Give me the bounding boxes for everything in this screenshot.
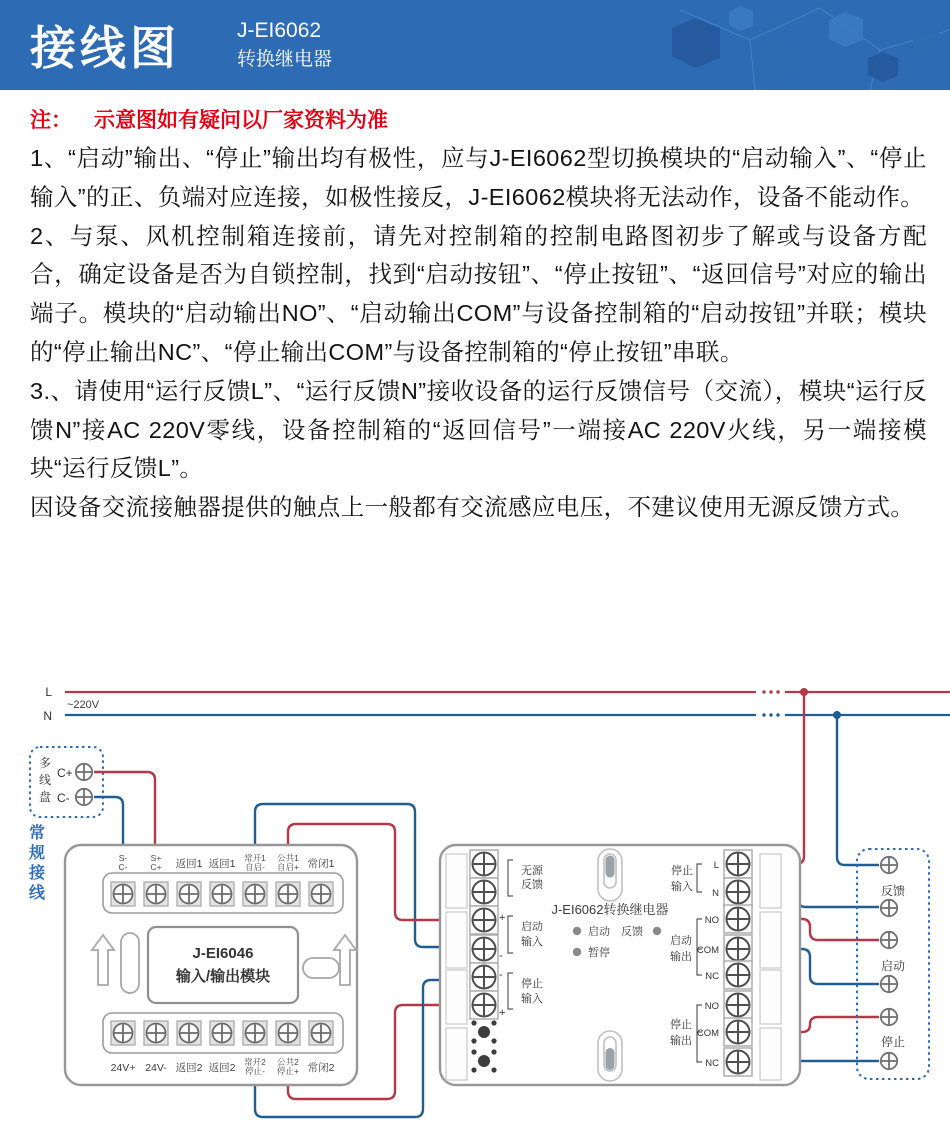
terminal-label: 返回2	[175, 1062, 203, 1074]
screw-terminal	[470, 963, 498, 991]
terminal-label: 自启-	[245, 862, 265, 872]
left-module-model: J-EI6046	[192, 945, 254, 962]
polarity-sign: -	[499, 969, 503, 981]
instruction-paragraph-2: 2、与泵、风机控制箱连接前，请先对控制箱的控制电路图初步了解或与设备方配合，确定设备是否为自锁控制，找到“启动按钮”、“停止按钮”、“返回信号”对应的输出端子。模块的“启动输出NO”、“启动输出COM”与设备控制箱的“启动按钮”并联；模块的“停止输出NC”、“停止输出COM”与设备控制箱的“停止按钮”串联。	[30, 222, 927, 365]
terminal-label: 公共2	[277, 1057, 299, 1067]
feedback-terminal	[881, 857, 897, 873]
instruction-paragraph-3: 3.、请使用“运行反馈L”、“运行反馈N”接收设备的运行反馈信号（交流），模块“运行反馈N”接AC 220V零线，设备控制箱的“返回信号”一端接AC 220V火线，另一端接模块“运行反馈L”。	[30, 377, 927, 482]
multi-line-panel-box	[30, 747, 103, 817]
led-pause	[573, 948, 581, 956]
group-label: 停止	[521, 978, 543, 990]
group-label: 输入	[521, 936, 543, 948]
screw-terminal	[724, 850, 752, 878]
screw-terminal	[470, 935, 498, 963]
terminal-label: S-	[118, 853, 128, 863]
product-model: J-EI6062	[237, 19, 322, 42]
screw-terminal	[144, 882, 168, 906]
screw-terminal	[724, 961, 752, 989]
regular-wiring-label	[28, 824, 46, 902]
terminal-label: 常闭2	[307, 1062, 335, 1074]
left-module	[65, 845, 357, 1085]
feedback-terminal	[881, 900, 897, 916]
polarity-sign: +	[499, 912, 506, 924]
screw-terminal	[144, 1021, 168, 1045]
screw-terminal	[243, 882, 267, 906]
terminal-label: 常开1	[244, 853, 266, 863]
c-minus-label: C-	[57, 791, 70, 805]
instruction-paragraph-4: 因设备交流接触器提供的触点上一般都有交流感应电压，不建议使用无源反馈方式。	[30, 494, 915, 521]
screw-terminal	[111, 1021, 135, 1045]
terminal-label: 返回2	[208, 1062, 236, 1074]
screw-terminal	[470, 878, 498, 906]
terminal-label: 返回1	[175, 858, 203, 870]
device-terminal-box	[857, 849, 929, 1079]
led-label-start: 启动	[588, 926, 610, 938]
screw-terminal	[177, 882, 201, 906]
instruction-paragraph-1: 1、“启动”输出、“停止”输出均有极性，应与J-EI6062型切换模块的“启动输入”、“停止输入”的正、负端对应连接，如极性接反，J-EI6062模块将无法动作，设备不能动作。	[30, 145, 927, 210]
panel-label-char: 线	[38, 773, 52, 787]
page-title: 接线图	[30, 22, 180, 74]
terminal-label: NC	[705, 1058, 719, 1069]
start-terminal	[881, 932, 897, 948]
c-plus-terminal	[76, 764, 92, 780]
screw-terminal	[724, 905, 752, 933]
terminal-label: C-	[118, 862, 128, 872]
screw-terminal	[724, 991, 752, 1019]
terminal-label: 24V-	[145, 1062, 167, 1074]
group-label: 启动	[521, 921, 543, 933]
wiring-diagram	[0, 677, 950, 1147]
group-label: 输出	[670, 951, 692, 963]
group-label: 停止	[671, 865, 693, 877]
voltage-label: ~220V	[67, 699, 100, 711]
mains-lines	[43, 685, 950, 723]
screw-terminal	[276, 882, 300, 906]
product-name: 转换继电器	[237, 49, 333, 70]
screw-terminal	[470, 850, 498, 878]
polarity-sign: -	[499, 950, 503, 962]
screw-terminal	[177, 1021, 201, 1045]
device-feedback-label: 反馈	[880, 884, 906, 898]
led-feedback	[653, 927, 661, 935]
group-label: 输入	[671, 881, 693, 893]
panel-label-char: 多	[38, 756, 52, 770]
screw-terminal	[470, 991, 498, 1019]
screw-terminal	[210, 882, 234, 906]
stop-terminal	[881, 1009, 897, 1025]
note-prefix: 注：	[30, 109, 72, 132]
screw-terminal	[309, 1021, 333, 1045]
terminal-label: 返回1	[208, 858, 236, 870]
header-decoration-cubes	[620, 0, 950, 90]
terminal-label: 停止-	[245, 1066, 265, 1076]
terminal-label: COM	[696, 1028, 719, 1039]
svg-text:接: 接	[28, 865, 46, 882]
group-label: 停止	[670, 1019, 692, 1031]
screw-terminal	[724, 1018, 752, 1046]
instructions	[30, 139, 927, 527]
terminal-label: L	[713, 860, 719, 871]
terminal-label: COM	[696, 945, 719, 956]
terminal-label: 常开2	[244, 1057, 266, 1067]
terminal-label: N	[712, 888, 719, 899]
terminal-label: 停止+	[277, 1066, 299, 1076]
right-module	[440, 845, 800, 1085]
start-terminal	[881, 976, 897, 992]
terminal-label: 常闭1	[307, 858, 335, 870]
device-start-label: 启动	[880, 959, 906, 973]
screw-terminal	[111, 882, 135, 906]
led-label-feedback: 反馈	[621, 926, 643, 938]
svg-text:线: 线	[28, 885, 46, 902]
screw-terminal	[724, 1048, 752, 1076]
c-minus-terminal	[76, 789, 92, 805]
screw-terminal	[724, 878, 752, 906]
led-label-pause: 暂停	[588, 947, 610, 959]
note-text: 示意图如有疑问以厂家资料为准	[94, 109, 388, 132]
terminal-label: S+	[150, 853, 162, 863]
terminal-label: 24V+	[110, 1062, 136, 1074]
terminal-label: NO	[704, 1001, 719, 1012]
group-label: 输出	[670, 1035, 692, 1047]
module-nameplate	[148, 927, 298, 1003]
screw-terminal	[309, 882, 333, 906]
svg-text:常: 常	[28, 825, 46, 842]
group-label: 启动	[670, 935, 692, 947]
group-label: 输入	[521, 993, 543, 1005]
group-label: 反馈	[521, 879, 543, 891]
svg-text:规: 规	[28, 845, 46, 862]
terminal-label: NO	[704, 915, 719, 926]
left-module-name: 输入/输出模块	[175, 968, 271, 985]
terminal-label: NC	[705, 971, 719, 982]
screw-terminal	[243, 1021, 267, 1045]
neutral-line-label: N	[43, 709, 52, 723]
polarity-sign: +	[499, 1007, 506, 1019]
screw-terminal	[210, 1021, 234, 1045]
header-banner	[0, 0, 950, 90]
screw-terminal	[470, 906, 498, 934]
stop-terminal	[881, 1053, 897, 1069]
group-label: 无源	[521, 865, 543, 877]
screw-terminal	[276, 1021, 300, 1045]
terminal-label: 公共1	[277, 853, 299, 863]
terminal-label: C+	[150, 862, 162, 872]
disclaimer-note	[30, 104, 388, 134]
panel-label-char: 盘	[38, 790, 52, 804]
led-start	[573, 927, 581, 935]
right-module-title: J-EI6062转换继电器	[551, 902, 669, 917]
screw-terminal	[724, 935, 752, 963]
device-stop-label: 停止	[880, 1035, 906, 1049]
live-line-label: L	[45, 685, 52, 699]
c-plus-label: C+	[57, 766, 73, 780]
terminal-label: 自启+	[277, 862, 299, 872]
